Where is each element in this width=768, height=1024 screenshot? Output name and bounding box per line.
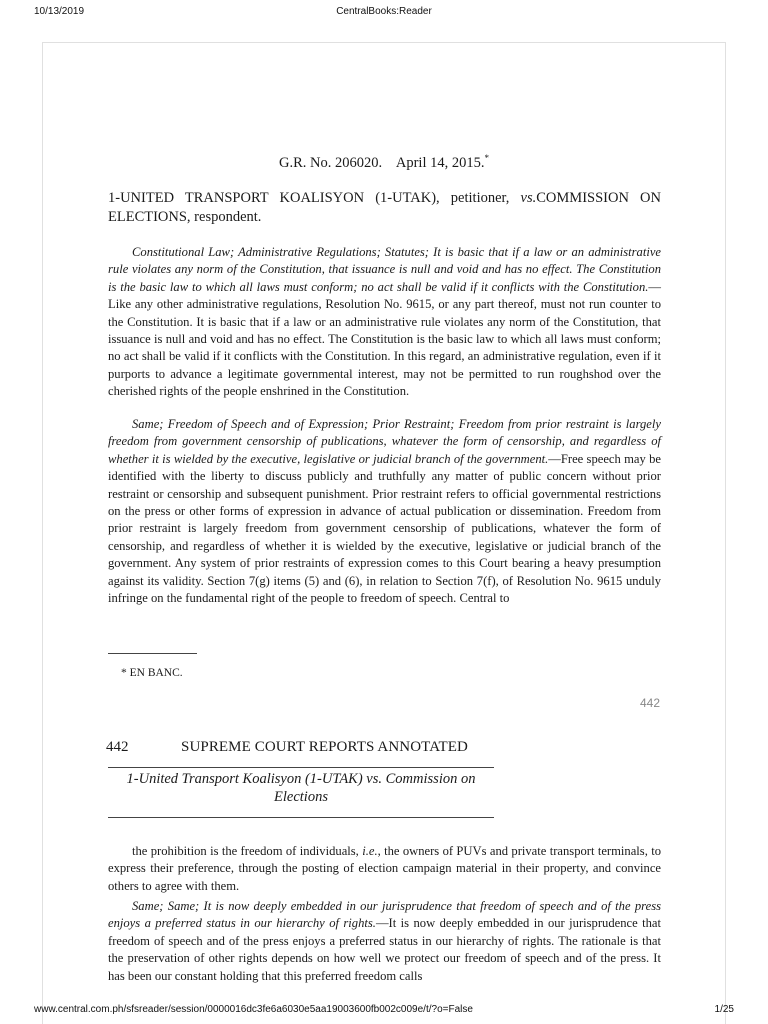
print-title: CentralBooks:Reader bbox=[336, 6, 432, 17]
running-head-rule bbox=[108, 817, 494, 818]
case-date: April 14, 2015. bbox=[395, 154, 485, 171]
syllabus-text: —Free speech may be identified with the liberty to discuss publicly and truthfully any matter of public concern without prior restraint or censorship and subsequent punishment. Prior restraint refers to official governmental restrictions on the press or other forms of expression in advance of actual publication or dissemination. Freedom from prior restraint is largely freedom from government censorship of publications, whatever the form of censorship, and regardless of whether it is wielded by the executive, legislative or judicial branch of the government. Any system of prior restraints of expression comes to this Court bearing a heavy presumption against its validity. Section 7(g) items (5) and (6), in relation to Section 7(f), of Resolution No. 9615 unduly infringe on the fundamental right of the people to freedom of speech. Central to bbox=[108, 451, 662, 606]
reporter-title: SUPREME COURT REPORTS ANNOTATED bbox=[181, 739, 468, 755]
print-header bbox=[34, 6, 734, 20]
syllabus-text: —It is now deeply embedded in our jurisprudence that freedom of speech and of the press enjoys a preferred status in our hierarchy of rights. The rationale is that the preservation of other rights depends on how well we protect our freedom of speech and of the press. It has been our constant holding that this preferred freedom calls bbox=[108, 916, 661, 983]
syllabus-paragraph bbox=[108, 898, 661, 985]
print-page-count: 1/25 bbox=[714, 1004, 734, 1015]
syllabus-headnote: Same; Same; It is now deeply embedded in our jurisprudence that freedom of speech and of the press enjoys a preferred status in our hierarchy of rights. bbox=[108, 899, 661, 931]
footnote-mark: * bbox=[484, 153, 489, 163]
footnote-divider bbox=[108, 653, 197, 654]
footnote: * EN BANC. bbox=[121, 667, 183, 679]
page-url: www.central.com.ph/sfsreader/session/0000016dc3fe6a6030e5aa19003600fb002c009e/t/?o=False bbox=[34, 1004, 473, 1015]
continuation-paragraph: the prohibition is the freedom of individuals, i.e., the owners of PUVs and private transport terminals, to express their preference, through the posting of election campaign material in their property, and convince others to agree with them. bbox=[108, 844, 661, 893]
syllabus-headnote: Constitutional Law; Administrative Regulations; Statutes; It is basic that if a law or an administrative rule violates any norm of the Constitution, that issuance is null and void and has no effect. The Constitution is the basic law to which all laws must conform; no act shall be valid if it conflicts with the Constitution. bbox=[108, 245, 661, 294]
print-footer bbox=[34, 1004, 734, 1018]
case-heading bbox=[0, 153, 768, 172]
case-parties: 1-UNITED TRANSPORT KOALISYON (1-UTAK), petitioner, vs.COMMISSION ON ELECTIONS, respondent. bbox=[108, 190, 661, 225]
syllabus-headnote: Same; Freedom of Speech and of Expression; Prior Restraint; Freedom from prior restraint is largely freedom from government censorship of publications, whatever the form of censorship, and regardless of whether it is wielded by the executive, legislative or judicial branch of the government. bbox=[108, 417, 661, 466]
case-number: G.R. No. 206020. bbox=[279, 154, 383, 171]
syllabus-paragraph bbox=[108, 244, 661, 401]
running-case-title: 1-United Transport Koalisyon (1-UTAK) vs. Commission on Elections bbox=[126, 771, 476, 805]
page-number-marker: 442 bbox=[639, 696, 660, 710]
syllabus-text: —Like any other administrative regulations, Resolution No. 9615, or any part thereof, must not run counter to the Constitution. It is basic that if a law or an administrative rule violates any norm of the Constitution, that issuance is null and void and has no effect. The Constitution is the basic law to which all laws must conform; no act shall be valid if it conflicts with the Constitution. In this regard, an administrative regulation, even if it purports to advance a legitimate governmental interest, may not be permitted to run roughshod over the cherished rights of the people enshrined in the Constitution. bbox=[108, 279, 661, 399]
syllabus-paragraph bbox=[108, 416, 661, 607]
versus: vs. bbox=[520, 190, 537, 206]
running-page-number: 442 bbox=[106, 739, 129, 755]
running-head-rule bbox=[108, 767, 494, 768]
print-date: 10/13/2019 bbox=[34, 6, 85, 17]
